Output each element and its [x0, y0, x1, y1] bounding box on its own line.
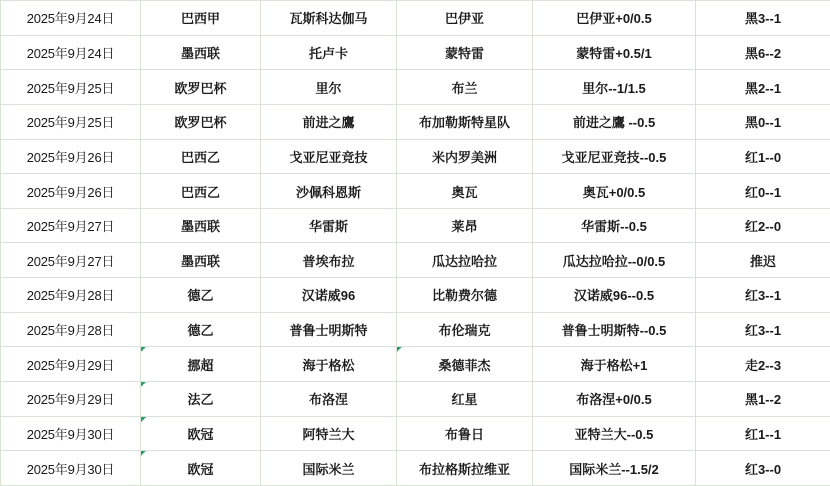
cell-date: 2025年9月28日 — [1, 278, 141, 313]
cell-result: 黑1--2 — [696, 382, 830, 417]
cell-date: 2025年9月30日 — [1, 416, 141, 451]
cell-league: 巴西乙 — [141, 139, 261, 174]
cell-handicap: 华雷斯--0.5 — [533, 208, 696, 243]
table-row — [1, 208, 830, 243]
cell-handicap: 国际米兰--1.5/2 — [533, 451, 696, 486]
cell-result: 红3--1 — [696, 312, 830, 347]
cell-away-team: 桑德菲杰 — [397, 347, 533, 382]
cell-league: 墨西联 — [141, 208, 261, 243]
cell-away-team: 布鲁日 — [397, 416, 533, 451]
cell-away-team: 蒙特雷 — [397, 35, 533, 70]
cell-result: 推迟 — [696, 243, 830, 278]
cell-home-team: 阿特兰大 — [261, 416, 397, 451]
table-row — [1, 139, 830, 174]
cell-home-team: 沙佩科恩斯 — [261, 174, 397, 209]
cell-away-team: 布兰 — [397, 70, 533, 105]
cell-result: 红0--1 — [696, 174, 830, 209]
cell-league: 巴西乙 — [141, 174, 261, 209]
table-row — [1, 416, 830, 451]
cell-result: 黑3--1 — [696, 1, 830, 36]
cell-home-team: 里尔 — [261, 70, 397, 105]
table-row — [1, 382, 830, 417]
cell-league: 德乙 — [141, 312, 261, 347]
cell-handicap: 亚特兰大--0.5 — [533, 416, 696, 451]
cell-date: 2025年9月24日 — [1, 35, 141, 70]
cell-date: 2025年9月26日 — [1, 174, 141, 209]
cell-league: 法乙 — [141, 382, 261, 417]
table-row — [1, 451, 830, 486]
cell-handicap: 瓜达拉哈拉--0/0.5 — [533, 243, 696, 278]
cell-home-team: 前进之鷹 — [261, 104, 397, 139]
table-row — [1, 347, 830, 382]
cell-home-team: 华雷斯 — [261, 208, 397, 243]
cell-home-team: 瓦斯科达伽马 — [261, 1, 397, 36]
cell-league: 墨西联 — [141, 35, 261, 70]
cell-league: 欧罗巴杯 — [141, 70, 261, 105]
cell-result: 红2--0 — [696, 208, 830, 243]
cell-date: 2025年9月27日 — [1, 208, 141, 243]
cell-handicap: 里尔--1/1.5 — [533, 70, 696, 105]
cell-away-team: 红星 — [397, 382, 533, 417]
cell-league: 欧冠 — [141, 451, 261, 486]
cell-away-team: 布加勒斯特星队 — [397, 104, 533, 139]
table-body — [1, 1, 830, 486]
table-row — [1, 174, 830, 209]
cell-date: 2025年9月25日 — [1, 70, 141, 105]
cell-result: 红1--0 — [696, 139, 830, 174]
cell-away-team: 布拉格斯拉维亚 — [397, 451, 533, 486]
cell-away-team: 巴伊亚 — [397, 1, 533, 36]
cell-handicap: 前进之鷹 --0.5 — [533, 104, 696, 139]
cell-league: 德乙 — [141, 278, 261, 313]
table-row — [1, 104, 830, 139]
cell-league: 欧罗巴杯 — [141, 104, 261, 139]
cell-home-team: 海于格松 — [261, 347, 397, 382]
cell-handicap: 奥瓦+0/0.5 — [533, 174, 696, 209]
cell-date: 2025年9月29日 — [1, 347, 141, 382]
cell-date: 2025年9月24日 — [1, 1, 141, 36]
cell-result-highlighted: 红3--0 — [696, 451, 830, 486]
cell-result: 黑0--1 — [696, 104, 830, 139]
table-row — [1, 243, 830, 278]
cell-handicap: 布洛涅+0/0.5 — [533, 382, 696, 417]
cell-result: 走2--3 — [696, 347, 830, 382]
cell-away-team: 奥瓦 — [397, 174, 533, 209]
cell-home-team: 戈亚尼亚竞技 — [261, 139, 397, 174]
cell-handicap: 巴伊亚+0/0.5 — [533, 1, 696, 36]
cell-date: 2025年9月25日 — [1, 104, 141, 139]
cell-handicap: 海于格松+1 — [533, 347, 696, 382]
cell-league: 挪超 — [141, 347, 261, 382]
table-row — [1, 1, 830, 36]
cell-result: 红1--1 — [696, 416, 830, 451]
cell-home-team: 汉诺威96 — [261, 278, 397, 313]
cell-date: 2025年9月27日 — [1, 243, 141, 278]
cell-date: 2025年9月29日 — [1, 382, 141, 417]
cell-league: 墨西联 — [141, 243, 261, 278]
cell-result: 黑2--1 — [696, 70, 830, 105]
cell-result: 红3--1 — [696, 278, 830, 313]
cell-league: 巴西甲 — [141, 1, 261, 36]
cell-home-team: 布洛涅 — [261, 382, 397, 417]
cell-handicap: 戈亚尼亚竞技--0.5 — [533, 139, 696, 174]
cell-league: 欧冠 — [141, 416, 261, 451]
cell-date: 2025年9月28日 — [1, 312, 141, 347]
cell-away-team: 米内罗美洲 — [397, 139, 533, 174]
table-row — [1, 312, 830, 347]
cell-home-team: 托卢卡 — [261, 35, 397, 70]
cell-handicap: 蒙特雷+0.5/1 — [533, 35, 696, 70]
cell-away-team: 布伦瑞克 — [397, 312, 533, 347]
cell-handicap: 普鲁士明斯特--0.5 — [533, 312, 696, 347]
table-row — [1, 35, 830, 70]
cell-home-team: 普鲁士明斯特 — [261, 312, 397, 347]
cell-home-team: 国际米兰 — [261, 451, 397, 486]
cell-home-team: 普埃布拉 — [261, 243, 397, 278]
cell-away-team: 比勒费尔德 — [397, 278, 533, 313]
table-row — [1, 278, 830, 313]
table-row — [1, 70, 830, 105]
cell-result: 黑6--2 — [696, 35, 830, 70]
cell-away-team: 瓜达拉哈拉 — [397, 243, 533, 278]
cell-date: 2025年9月26日 — [1, 139, 141, 174]
cell-handicap: 汉诺威96--0.5 — [533, 278, 696, 313]
cell-date: 2025年9月30日 — [1, 451, 141, 486]
cell-away-team: 莱昂 — [397, 208, 533, 243]
